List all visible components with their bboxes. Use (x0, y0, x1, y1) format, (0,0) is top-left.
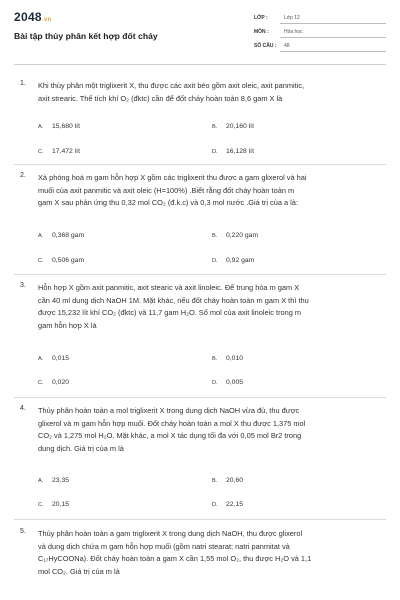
meta-key: SỐ CÂU : (254, 43, 277, 49)
question-line: Khi thủy phân một triglixerit X, thu được các axit béo gồm axit oleic, axit panmitic, (38, 81, 305, 90)
question-4 (14, 405, 386, 515)
option-text: 0,010 (226, 355, 244, 362)
meta-underline (280, 37, 386, 38)
question-line: C₁₇HyCOONa). Đốt cháy hoàn toàn a gam X cần 1,55 mol O₂, thu được H₂O và 1,1 (38, 554, 312, 564)
site-logo[interactable] (14, 10, 51, 24)
meta-underline (280, 51, 386, 52)
question-text (38, 172, 386, 210)
option-label: A. (38, 477, 44, 484)
question-text (38, 528, 386, 578)
worksheet-title: Bài tập thủy phân kết hợp đốt cháy (14, 31, 158, 41)
question-line: gam hỗn hợp X là (38, 320, 97, 330)
option-label: C. (38, 501, 44, 508)
question-divider (14, 274, 386, 275)
option-label: D. (212, 501, 218, 508)
option-text: 22,15 (226, 501, 244, 508)
option-text: 0,005 (226, 379, 244, 386)
option-label: C. (38, 379, 44, 386)
meta-question-count (254, 42, 386, 52)
question-divider (14, 397, 386, 398)
question-1 (14, 80, 386, 170)
meta-value: Hóa học (284, 29, 303, 35)
question-5 (14, 528, 386, 594)
option-text: 0,506 gam (52, 257, 85, 264)
question-number: 3. (20, 282, 26, 289)
option-label: B. (212, 477, 218, 484)
option-text: 20,160 lít (226, 123, 254, 130)
question-line: Hỗn hợp X gồm axit panmitic, axit stearic và axit linoleic. Để trung hòa m gam X (38, 283, 300, 292)
option-label: A. (38, 232, 44, 239)
question-number: 4. (20, 405, 26, 412)
question-number: 5. (20, 528, 26, 535)
question-line: Thủy phân hoàn toàn a gam triglixerit X trong dung dịch NaOH, thu được glixerol (38, 529, 303, 538)
option-text: 0,220 gam (226, 232, 259, 239)
option-label: A. (38, 355, 44, 362)
question-divider (14, 164, 386, 165)
meta-key: MÔN : (254, 29, 269, 35)
question-divider (14, 519, 386, 520)
option-label: B. (212, 355, 218, 362)
question-line: được 15,232 lít khí CO₂ (đktc) và 11,7 gam H₂O. Số mol của axit linoleic trong m (38, 308, 302, 318)
question-text (38, 282, 386, 332)
option-text: 20,15 (52, 501, 70, 508)
question-line: Thủy phân hoàn toàn a mol triglixerit X trong dung dịch NaOH vừa đủ, thu được (38, 406, 300, 415)
option-label: B. (212, 232, 218, 239)
question-line: CO₂ và 1,275 mol H₂O. Mặt khác, a mol X tác dụng tối đa với 0,05 mol Br2 trong (38, 431, 302, 441)
option-label: D. (212, 148, 218, 155)
option-label: B. (212, 123, 218, 130)
option-text: 17,472 lít (52, 148, 80, 155)
option-label: C. (38, 257, 44, 264)
question-text (38, 80, 386, 105)
header (0, 0, 400, 64)
option-text: 23,35 (52, 477, 70, 484)
question-line: mol CO₂. Giá trị của m là (38, 566, 120, 576)
question-line: dung dịch. Giá trị của m là (38, 443, 124, 453)
option-label: D. (212, 257, 218, 264)
meta-class (254, 14, 386, 24)
logo-text: 2048 (14, 10, 42, 24)
meta-underline (280, 23, 386, 24)
question-2 (14, 172, 386, 272)
option-label: D. (212, 379, 218, 386)
option-text: 0,92 gam (226, 257, 255, 264)
question-line: muối của axit panmitic và axit oleic (H=100%) .Biết rằng đốt cháy hoàn toàn m (38, 185, 295, 195)
question-text (38, 405, 386, 455)
option-text: 0,020 (52, 379, 70, 386)
header-divider (14, 64, 386, 65)
question-line: Xà phòng hoá m gam hỗn hợp X gồm các triglixerit thu được a gam glixerol và hai (38, 173, 307, 182)
option-text: 20,60 (226, 477, 244, 484)
meta-subject (254, 28, 386, 38)
option-text: 15,680 lít (52, 123, 80, 130)
option-text: 0,368 gam (52, 232, 85, 239)
question-line: glixerol và m gam hỗn hợp muối. Đốt cháy hoàn toàn a mol X thu được 1,375 mol (38, 418, 306, 428)
option-label: A. (38, 123, 44, 130)
question-line: cần 40 ml dung dịch NaOH 1M. Mặt khác, nếu đốt cháy hoàn toàn m gam X thì thu (38, 295, 309, 305)
question-line: gam X sau phản ứng thu 0,32 mol CO₂ (đ.k.c) và 0,3 mol nước .Giá trị của a là: (38, 198, 298, 208)
question-line: axit strearic. Thể tích khí O₂ (đktc) cần để đốt cháy hoàn toàn 8,6 gam X là (38, 93, 283, 103)
option-text: 0,015 (52, 355, 70, 362)
question-line: và dung dịch chứa m gam hỗn hợp muối (gồm natri stearat; natri panmitat và (38, 541, 290, 551)
meta-value: 48 (284, 43, 290, 49)
question-3 (14, 282, 386, 392)
meta-key: LỚP : (254, 15, 268, 21)
logo-suffix: .vn (41, 17, 52, 23)
option-label: C. (38, 148, 44, 155)
option-text: 16,128 lít (226, 148, 254, 155)
question-number: 2. (20, 172, 26, 179)
question-number: 1. (20, 80, 26, 87)
meta-value: Lớp 12 (284, 15, 300, 21)
